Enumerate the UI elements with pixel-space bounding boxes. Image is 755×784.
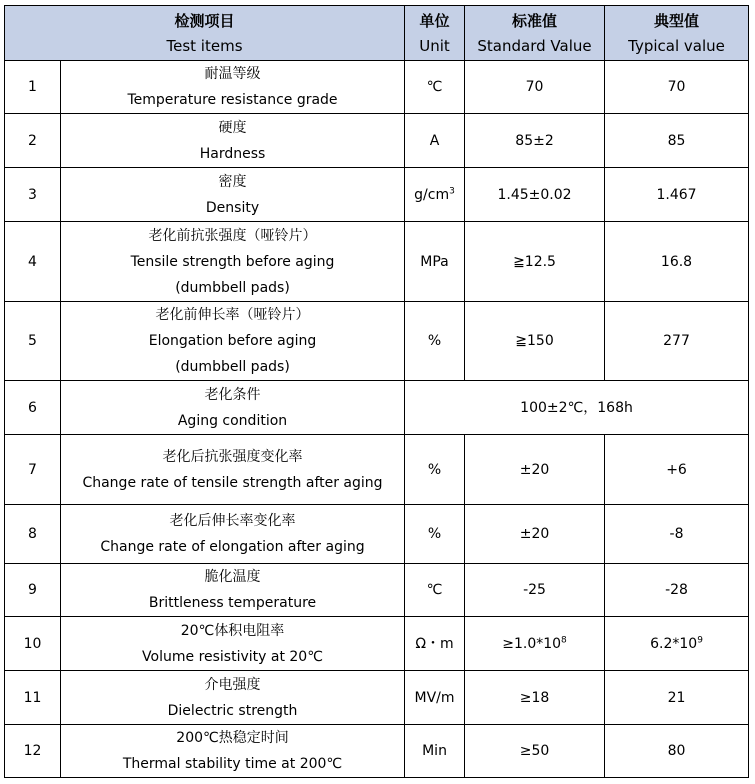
table-row	[5, 505, 749, 564]
test-item-zh: 老化后伸长率变化率	[169, 513, 296, 529]
test-item-en-note: (dumbbell pads)	[175, 359, 290, 375]
test-item	[61, 671, 405, 725]
table-row	[5, 671, 749, 725]
test-item-en: Brittleness temperature	[148, 595, 317, 611]
unit-cell: MV/m	[405, 671, 465, 725]
unit-cell: %	[405, 435, 465, 505]
header-test-items	[5, 6, 405, 61]
test-item	[61, 725, 405, 778]
unit-cell: %	[405, 302, 465, 381]
spec-table	[4, 5, 749, 778]
standard-value-cell: ≧12.5	[465, 222, 605, 302]
typ-superscript: 9	[697, 634, 703, 645]
test-item-en: Dielectric strength	[167, 702, 298, 719]
test-item-en: Aging condition	[177, 412, 288, 429]
unit-cell: A	[405, 114, 465, 168]
standard-value-cell: ±20	[465, 505, 605, 564]
header-item-en: Test items	[166, 37, 243, 55]
typical-value-cell: 277	[605, 302, 749, 381]
typical-value-cell: 16.8	[605, 222, 749, 302]
row-number: 8	[5, 505, 61, 564]
unit-base: g/cm	[414, 186, 450, 203]
standard-value-cell: -25	[465, 564, 605, 617]
test-item-en: Tensile strength before aging	[130, 253, 335, 270]
typical-value-cell: 80	[605, 725, 749, 778]
table-row	[5, 381, 749, 435]
test-item	[61, 505, 405, 564]
test-item	[61, 381, 405, 435]
standard-value-cell	[465, 617, 605, 671]
unit-cell	[405, 168, 465, 222]
test-item-en: Elongation before aging	[148, 333, 317, 349]
test-item-zh: 密度	[218, 173, 247, 190]
test-item	[61, 435, 405, 505]
test-item	[61, 168, 405, 222]
table-row	[5, 617, 749, 671]
test-item-zh: 老化后抗张强度变化率	[162, 448, 303, 465]
unit-cell: Min	[405, 725, 465, 778]
standard-value-cell: 1.45±0.02	[465, 168, 605, 222]
typical-value-cell: 70	[605, 61, 749, 114]
test-item	[61, 564, 405, 617]
unit-cell: Ω・m	[405, 617, 465, 671]
row-number: 9	[5, 564, 61, 617]
header-unit-en: Unit	[419, 37, 450, 55]
row-number: 5	[5, 302, 61, 381]
test-item-en: Hardness	[199, 145, 266, 162]
test-item-zh: 脆化温度	[204, 569, 261, 585]
test-item	[61, 302, 405, 381]
std-base: ≥1.0*10	[502, 635, 562, 652]
header-unit-zh: 单位	[419, 12, 450, 30]
header-item-zh: 检测项目	[174, 12, 235, 30]
row-number: 2	[5, 114, 61, 168]
row-number: 1	[5, 61, 61, 114]
standard-value-cell: ±20	[465, 435, 605, 505]
row-number: 6	[5, 381, 61, 435]
header-std-zh: 标准值	[512, 12, 558, 30]
test-item-zh: 硬度	[218, 119, 247, 136]
test-item-en: Temperature resistance grade	[127, 92, 338, 108]
test-item-en-note: (dumbbell pads)	[175, 279, 290, 296]
unit-cell: ℃	[405, 61, 465, 114]
test-item-zh: 老化前抗张强度（哑铃片）	[148, 227, 317, 244]
typical-value-cell: 21	[605, 671, 749, 725]
typical-value-cell: +6	[605, 435, 749, 505]
test-item	[61, 222, 405, 302]
typical-value-cell: -8	[605, 505, 749, 564]
test-item-en: Volume resistivity at 20℃	[142, 648, 323, 665]
test-item-zh: 200℃热稳定时间	[176, 730, 289, 746]
table-row	[5, 168, 749, 222]
test-item	[61, 114, 405, 168]
header-typ-en: Typical value	[628, 37, 725, 55]
unit-superscript: 3	[449, 185, 455, 196]
typical-value-cell	[605, 617, 749, 671]
standard-value-cell: ≥50	[465, 725, 605, 778]
row-number: 12	[5, 725, 61, 778]
table-row	[5, 222, 749, 302]
header-typical-value	[605, 6, 749, 61]
table-row	[5, 564, 749, 617]
row-number: 10	[5, 617, 61, 671]
table-row	[5, 302, 749, 381]
unit-cell: ℃	[405, 564, 465, 617]
table-row	[5, 114, 749, 168]
table-row	[5, 435, 749, 505]
row-number: 11	[5, 671, 61, 725]
header-unit	[405, 6, 465, 61]
row-number: 3	[5, 168, 61, 222]
std-superscript: 8	[561, 634, 567, 645]
typical-value-cell: 85	[605, 114, 749, 168]
table-row	[5, 725, 749, 778]
test-item	[61, 617, 405, 671]
typical-value-cell: -28	[605, 564, 749, 617]
test-item-zh: 老化条件	[204, 386, 261, 403]
standard-value-cell: ≥18	[465, 671, 605, 725]
unit-cell: %	[405, 505, 465, 564]
test-item-zh: 老化前伸长率（哑铃片）	[155, 307, 310, 323]
header-std-en: Standard Value	[477, 37, 592, 55]
standard-value-cell: 85±2	[465, 114, 605, 168]
test-item-en: Change rate of elongation after aging	[100, 539, 365, 555]
table-row	[5, 61, 749, 114]
standard-value-cell: ≧150	[465, 302, 605, 381]
test-item-en: Density	[205, 199, 260, 216]
header-typ-zh: 典型值	[654, 12, 700, 30]
test-item-zh: 20℃体积电阻率	[180, 622, 285, 639]
unit-cell: MPa	[405, 222, 465, 302]
test-item-en: Change rate of tensile strength after aging	[82, 474, 383, 491]
header-row	[5, 6, 749, 61]
typ-base: 6.2*10	[650, 635, 698, 652]
standard-value-cell: 70	[465, 61, 605, 114]
test-item-zh: 耐温等级	[204, 66, 261, 82]
row-number: 7	[5, 435, 61, 505]
test-item	[61, 61, 405, 114]
aging-condition-value: 100±2℃，168h	[405, 381, 749, 435]
header-standard-value	[465, 6, 605, 61]
test-item-en: Thermal stability time at 200℃	[122, 756, 343, 772]
row-number: 4	[5, 222, 61, 302]
typical-value-cell: 1.467	[605, 168, 749, 222]
test-item-zh: 介电强度	[204, 676, 261, 693]
